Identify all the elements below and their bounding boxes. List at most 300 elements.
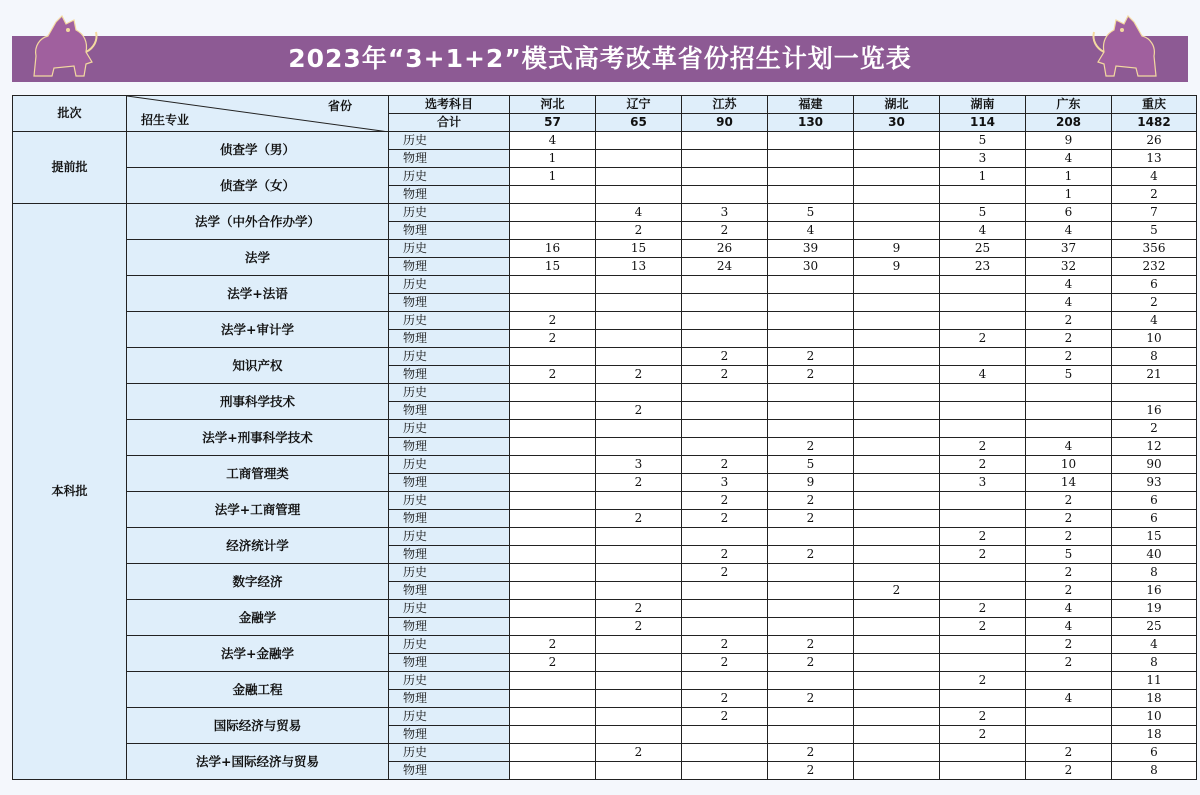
- quota-cell: [1112, 384, 1197, 402]
- quota-cell: [854, 330, 940, 348]
- quota-cell: 2: [510, 330, 596, 348]
- subject-cell: 历史: [389, 132, 510, 150]
- quota-cell: [510, 438, 596, 456]
- subject-cell: 物理: [389, 258, 510, 276]
- quota-cell: 1: [940, 168, 1026, 186]
- quota-cell: 2: [1112, 294, 1197, 312]
- quota-cell: 2: [510, 636, 596, 654]
- quota-cell: [1026, 708, 1112, 726]
- quota-cell: 13: [596, 258, 682, 276]
- province-header-4: 湖北: [854, 96, 940, 114]
- quota-cell: 2: [940, 618, 1026, 636]
- quota-cell: 1: [1026, 168, 1112, 186]
- quota-cell: 2: [596, 222, 682, 240]
- quota-cell: [854, 474, 940, 492]
- quota-cell: [854, 204, 940, 222]
- subject-cell: 物理: [389, 366, 510, 384]
- table-row: [13, 348, 1197, 366]
- quota-cell: [940, 510, 1026, 528]
- quota-cell: [854, 348, 940, 366]
- quota-cell: 2: [1026, 654, 1112, 672]
- quota-cell: [596, 294, 682, 312]
- quota-cell: 9: [854, 258, 940, 276]
- quota-cell: 2: [1026, 528, 1112, 546]
- subject-cell: 物理: [389, 330, 510, 348]
- quota-cell: 40: [1112, 546, 1197, 564]
- quota-cell: [510, 582, 596, 600]
- quota-cell: 6: [1112, 510, 1197, 528]
- quota-cell: [596, 168, 682, 186]
- quota-cell: 26: [682, 240, 768, 258]
- quota-cell: 2: [682, 366, 768, 384]
- quota-cell: 2: [1026, 312, 1112, 330]
- quota-cell: 9: [854, 240, 940, 258]
- quota-cell: 39: [768, 240, 854, 258]
- quota-cell: [1026, 402, 1112, 420]
- quota-cell: 90: [1112, 456, 1197, 474]
- quota-cell: [768, 708, 854, 726]
- quota-cell: 2: [1112, 420, 1197, 438]
- quota-cell: [854, 492, 940, 510]
- quota-cell: 10: [1026, 456, 1112, 474]
- table-row: [13, 672, 1197, 690]
- quota-cell: 8: [1112, 654, 1197, 672]
- quota-cell: 2: [768, 546, 854, 564]
- quota-cell: 2: [940, 672, 1026, 690]
- quota-cell: [854, 744, 940, 762]
- quota-cell: 2: [682, 690, 768, 708]
- subject-cell: 历史: [389, 492, 510, 510]
- quota-cell: [596, 582, 682, 600]
- quota-cell: 18: [1112, 726, 1197, 744]
- quota-cell: [596, 276, 682, 294]
- quota-cell: 2: [1026, 744, 1112, 762]
- quota-cell: 15: [510, 258, 596, 276]
- major-cell: 工商管理类: [127, 456, 389, 492]
- quota-cell: 2: [854, 582, 940, 600]
- province-header-3: 福建: [768, 96, 854, 114]
- total-label: 合计: [389, 114, 510, 132]
- quota-cell: [854, 762, 940, 780]
- quota-cell: [768, 312, 854, 330]
- province-header-7: 重庆: [1112, 96, 1197, 114]
- quota-cell: 2: [682, 510, 768, 528]
- subject-cell: 物理: [389, 726, 510, 744]
- quota-cell: [768, 420, 854, 438]
- quota-cell: 2: [768, 348, 854, 366]
- quota-cell: [940, 294, 1026, 312]
- quota-cell: 356: [1112, 240, 1197, 258]
- table-row: [13, 168, 1197, 186]
- quota-cell: [682, 150, 768, 168]
- quota-cell: [596, 762, 682, 780]
- quota-cell: [682, 402, 768, 420]
- quota-cell: 2: [596, 402, 682, 420]
- quota-cell: [940, 636, 1026, 654]
- province-header-5: 湖南: [940, 96, 1026, 114]
- quota-cell: [854, 438, 940, 456]
- quota-cell: [510, 690, 596, 708]
- quota-cell: 5: [768, 456, 854, 474]
- province-total-0: 57: [510, 114, 596, 132]
- quota-cell: [510, 672, 596, 690]
- title-banner: [12, 36, 1188, 82]
- subject-cell: 历史: [389, 564, 510, 582]
- subject-cell: 历史: [389, 240, 510, 258]
- major-cell: 数字经济: [127, 564, 389, 600]
- quota-cell: 4: [1112, 636, 1197, 654]
- quota-cell: 2: [1026, 492, 1112, 510]
- quota-cell: 4: [1026, 294, 1112, 312]
- quota-cell: 4: [1026, 222, 1112, 240]
- subject-cell: 历史: [389, 384, 510, 402]
- quota-cell: [510, 744, 596, 762]
- quota-cell: [768, 168, 854, 186]
- subject-cell: 历史: [389, 636, 510, 654]
- quota-cell: [940, 312, 1026, 330]
- subject-cell: 历史: [389, 204, 510, 222]
- quota-cell: 2: [682, 636, 768, 654]
- quota-cell: [768, 150, 854, 168]
- quota-cell: [854, 690, 940, 708]
- province-label: 省份: [327, 99, 352, 113]
- quota-cell: 6: [1112, 744, 1197, 762]
- quota-cell: 16: [1112, 582, 1197, 600]
- table-row: [13, 276, 1197, 294]
- quota-cell: [510, 600, 596, 618]
- quota-cell: 2: [768, 438, 854, 456]
- enrollment-table-wrapper: [12, 95, 1198, 795]
- quota-cell: [510, 384, 596, 402]
- quota-cell: [940, 186, 1026, 204]
- quota-cell: 2: [596, 366, 682, 384]
- quota-cell: 16: [1112, 402, 1197, 420]
- quota-cell: [854, 402, 940, 420]
- quota-cell: 2: [596, 744, 682, 762]
- subject-cell: 历史: [389, 348, 510, 366]
- quota-cell: 2: [682, 708, 768, 726]
- subject-cell: 物理: [389, 762, 510, 780]
- province-header-2: 江苏: [682, 96, 768, 114]
- quota-cell: 2: [1026, 348, 1112, 366]
- subject-cell: 历史: [389, 744, 510, 762]
- subject-cell: 物理: [389, 546, 510, 564]
- quota-cell: 2: [768, 636, 854, 654]
- major-cell: 法学+金融学: [127, 636, 389, 672]
- quota-cell: 1: [510, 168, 596, 186]
- quota-cell: [682, 132, 768, 150]
- quota-cell: [854, 564, 940, 582]
- quota-cell: [940, 762, 1026, 780]
- quota-cell: 3: [940, 474, 1026, 492]
- table-row: [13, 384, 1197, 402]
- quota-cell: 2: [682, 456, 768, 474]
- quota-cell: [768, 384, 854, 402]
- quota-cell: [682, 420, 768, 438]
- province-header-0: 河北: [510, 96, 596, 114]
- quota-cell: [940, 654, 1026, 672]
- quota-cell: 2: [510, 366, 596, 384]
- quota-cell: [854, 618, 940, 636]
- quota-cell: 5: [1026, 546, 1112, 564]
- batch-cell: 提前批: [13, 132, 127, 204]
- major-cell: 刑事科学技术: [127, 384, 389, 420]
- major-label: 招生专业: [141, 113, 190, 127]
- quota-cell: 8: [1112, 762, 1197, 780]
- quota-cell: 2: [1112, 186, 1197, 204]
- quota-cell: [768, 294, 854, 312]
- quota-cell: [510, 348, 596, 366]
- quota-cell: 1: [1026, 186, 1112, 204]
- quota-cell: 5: [768, 204, 854, 222]
- quota-cell: [854, 654, 940, 672]
- mascot-left-icon: [26, 12, 100, 84]
- major-cell: 法学（中外合作办学）: [127, 204, 389, 240]
- table-row: [13, 528, 1197, 546]
- quota-cell: [854, 510, 940, 528]
- quota-cell: [682, 762, 768, 780]
- quota-cell: [940, 402, 1026, 420]
- quota-cell: [940, 690, 1026, 708]
- subject-cell: 物理: [389, 150, 510, 168]
- major-cell: 法学+法语: [127, 276, 389, 312]
- quota-cell: [854, 222, 940, 240]
- quota-cell: [940, 420, 1026, 438]
- quota-cell: 26: [1112, 132, 1197, 150]
- quota-cell: 2: [596, 618, 682, 636]
- quota-cell: 2: [510, 654, 596, 672]
- quota-cell: [854, 546, 940, 564]
- subject-cell: 历史: [389, 600, 510, 618]
- quota-cell: [1026, 672, 1112, 690]
- quota-cell: [596, 528, 682, 546]
- batch-cell: 本科批: [13, 204, 127, 780]
- quota-cell: [596, 420, 682, 438]
- quota-cell: 6: [1026, 204, 1112, 222]
- subject-cell: 物理: [389, 186, 510, 204]
- quota-cell: [682, 672, 768, 690]
- quota-cell: [510, 708, 596, 726]
- quota-cell: [854, 276, 940, 294]
- subject-header: 选考科目: [389, 96, 510, 114]
- quota-cell: 6: [1112, 276, 1197, 294]
- quota-cell: 2: [1026, 762, 1112, 780]
- quota-cell: [940, 744, 1026, 762]
- quota-cell: 2: [682, 222, 768, 240]
- table-row: [13, 744, 1197, 762]
- quota-cell: [682, 618, 768, 636]
- quota-cell: 25: [1112, 618, 1197, 636]
- quota-cell: 4: [1026, 438, 1112, 456]
- quota-cell: [682, 330, 768, 348]
- quota-cell: 2: [1026, 582, 1112, 600]
- quota-cell: 2: [940, 438, 1026, 456]
- quota-cell: 2: [682, 654, 768, 672]
- province-total-4: 30: [854, 114, 940, 132]
- quota-cell: 9: [768, 474, 854, 492]
- quota-cell: [510, 276, 596, 294]
- quota-cell: [682, 528, 768, 546]
- subject-cell: 物理: [389, 618, 510, 636]
- quota-cell: [854, 150, 940, 168]
- quota-cell: [596, 546, 682, 564]
- major-cell: 法学+国际经济与贸易: [127, 744, 389, 780]
- quota-cell: [682, 744, 768, 762]
- quota-cell: [768, 726, 854, 744]
- quota-cell: 4: [1026, 150, 1112, 168]
- quota-cell: [510, 564, 596, 582]
- quota-cell: [596, 654, 682, 672]
- subject-cell: 物理: [389, 510, 510, 528]
- quota-cell: [682, 438, 768, 456]
- table-row: [13, 420, 1197, 438]
- province-total-1: 65: [596, 114, 682, 132]
- quota-cell: [682, 276, 768, 294]
- subject-cell: 历史: [389, 312, 510, 330]
- major-cell: 法学+刑事科学技术: [127, 420, 389, 456]
- quota-cell: 8: [1112, 348, 1197, 366]
- quota-cell: 2: [940, 330, 1026, 348]
- table-row: [13, 132, 1197, 150]
- quota-cell: [682, 294, 768, 312]
- quota-cell: 2: [682, 564, 768, 582]
- quota-cell: [854, 600, 940, 618]
- province-major-header: [127, 96, 389, 132]
- quota-cell: 2: [940, 546, 1026, 564]
- quota-cell: 21: [1112, 366, 1197, 384]
- quota-cell: [940, 492, 1026, 510]
- quota-cell: [682, 186, 768, 204]
- quota-cell: [596, 672, 682, 690]
- quota-cell: 37: [1026, 240, 1112, 258]
- quota-cell: [596, 132, 682, 150]
- quota-cell: [510, 546, 596, 564]
- quota-cell: [682, 168, 768, 186]
- quota-cell: [854, 384, 940, 402]
- quota-cell: 2: [940, 528, 1026, 546]
- quota-cell: 2: [768, 690, 854, 708]
- quota-cell: 25: [940, 240, 1026, 258]
- quota-cell: [854, 528, 940, 546]
- quota-cell: [940, 564, 1026, 582]
- table-row: [13, 636, 1197, 654]
- quota-cell: [510, 492, 596, 510]
- province-total-2: 90: [682, 114, 768, 132]
- quota-cell: [940, 582, 1026, 600]
- table-row: [13, 600, 1197, 618]
- quota-cell: [768, 564, 854, 582]
- major-cell: 法学+工商管理: [127, 492, 389, 528]
- quota-cell: [682, 384, 768, 402]
- major-cell: 国际经济与贸易: [127, 708, 389, 744]
- quota-cell: 16: [510, 240, 596, 258]
- batch-header: 批次: [13, 96, 127, 132]
- quota-cell: [1026, 726, 1112, 744]
- quota-cell: [510, 204, 596, 222]
- quota-cell: [596, 150, 682, 168]
- quota-cell: 2: [768, 744, 854, 762]
- province-header-6: 广东: [1026, 96, 1112, 114]
- quota-cell: 23: [940, 258, 1026, 276]
- quota-cell: 3: [596, 456, 682, 474]
- subject-cell: 物理: [389, 402, 510, 420]
- quota-cell: [596, 384, 682, 402]
- table-row: [13, 456, 1197, 474]
- quota-cell: [854, 456, 940, 474]
- quota-cell: [682, 726, 768, 744]
- quota-cell: 4: [768, 222, 854, 240]
- quota-cell: [768, 132, 854, 150]
- quota-cell: [768, 186, 854, 204]
- quota-cell: [1026, 384, 1112, 402]
- quota-cell: 2: [596, 600, 682, 618]
- major-cell: 侦查学（女）: [127, 168, 389, 204]
- major-cell: 金融工程: [127, 672, 389, 708]
- mascot-right-icon: [1090, 12, 1164, 84]
- quota-cell: [854, 708, 940, 726]
- quota-cell: 5: [1112, 222, 1197, 240]
- quota-cell: 6: [1112, 492, 1197, 510]
- quota-cell: 2: [682, 546, 768, 564]
- quota-cell: 4: [596, 204, 682, 222]
- subject-cell: 历史: [389, 528, 510, 546]
- quota-cell: [596, 186, 682, 204]
- subject-cell: 物理: [389, 582, 510, 600]
- quota-cell: [510, 456, 596, 474]
- quota-cell: 24: [682, 258, 768, 276]
- quota-cell: [596, 348, 682, 366]
- quota-cell: 2: [510, 312, 596, 330]
- quota-cell: [768, 402, 854, 420]
- quota-cell: 15: [1112, 528, 1197, 546]
- quota-cell: 5: [940, 204, 1026, 222]
- quota-cell: [768, 618, 854, 636]
- quota-cell: 19: [1112, 600, 1197, 618]
- quota-cell: [854, 186, 940, 204]
- quota-cell: [510, 186, 596, 204]
- quota-cell: [854, 420, 940, 438]
- quota-cell: [510, 222, 596, 240]
- subject-cell: 历史: [389, 168, 510, 186]
- subject-cell: 历史: [389, 456, 510, 474]
- quota-cell: 10: [1112, 708, 1197, 726]
- quota-cell: 4: [510, 132, 596, 150]
- table-row: [13, 240, 1197, 258]
- major-cell: 金融学: [127, 600, 389, 636]
- quota-cell: 10: [1112, 330, 1197, 348]
- quota-cell: 2: [1026, 636, 1112, 654]
- quota-cell: 4: [940, 222, 1026, 240]
- quota-cell: 4: [1112, 312, 1197, 330]
- quota-cell: [596, 708, 682, 726]
- quota-cell: [854, 726, 940, 744]
- quota-cell: [854, 312, 940, 330]
- quota-cell: [854, 672, 940, 690]
- quota-cell: 12: [1112, 438, 1197, 456]
- quota-cell: 2: [940, 456, 1026, 474]
- quota-cell: 2: [682, 492, 768, 510]
- subject-cell: 物理: [389, 474, 510, 492]
- quota-cell: 2: [1026, 330, 1112, 348]
- quota-cell: 93: [1112, 474, 1197, 492]
- quota-cell: [682, 582, 768, 600]
- quota-cell: 13: [1112, 150, 1197, 168]
- quota-cell: [510, 762, 596, 780]
- quota-cell: 4: [1026, 618, 1112, 636]
- subject-cell: 物理: [389, 690, 510, 708]
- quota-cell: 7: [1112, 204, 1197, 222]
- quota-cell: [768, 582, 854, 600]
